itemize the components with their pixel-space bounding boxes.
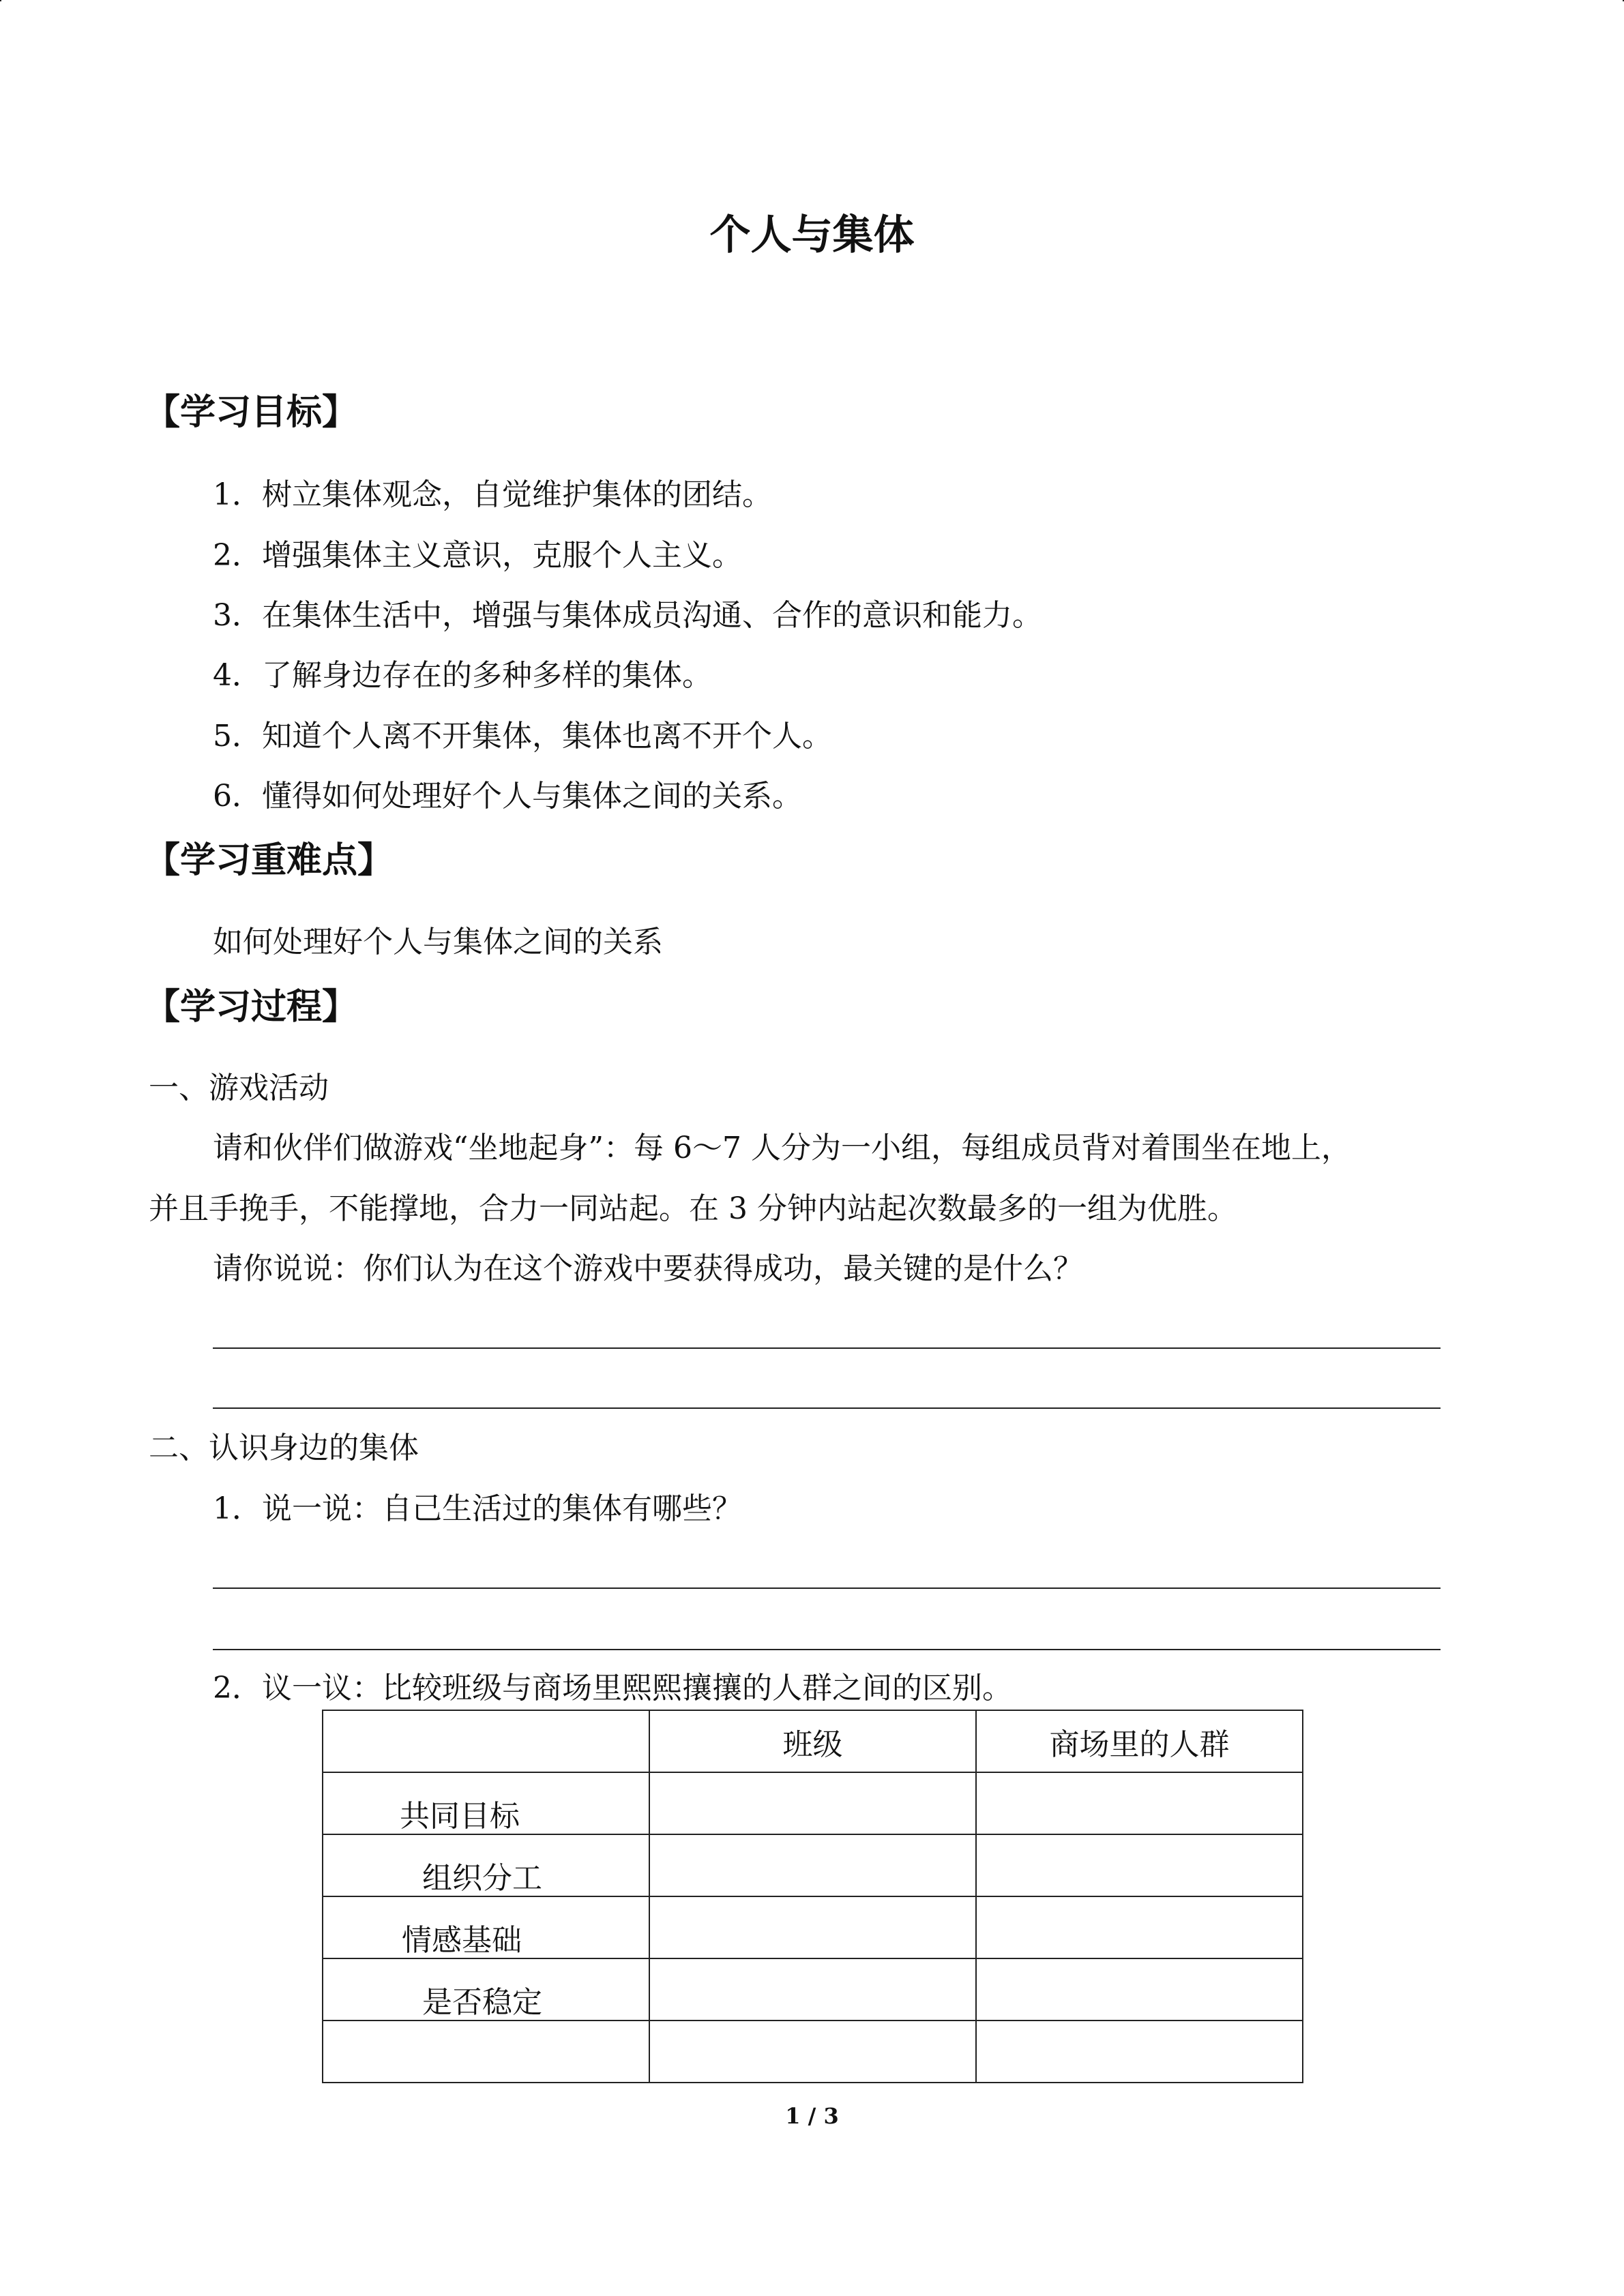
table-cell: [649, 1834, 976, 1896]
goal-item-3: 3．在集体生活中，增强与集体成员沟通、合作的意识和能力。: [213, 598, 1042, 633]
page-corner-mark-left: [0, 0, 1, 1]
table-row-label: 情感基础: [402, 1922, 522, 1958]
page-title: 个人与集体: [709, 211, 915, 259]
answer-line: [213, 1347, 1441, 1349]
answer-line: [213, 1407, 1441, 1409]
part2-question-2: 2．议一议：比较班级与商场里熙熙攘攘的人群之间的区别。: [213, 1671, 1012, 1705]
table-header-cell: 班级: [649, 1710, 976, 1772]
answer-line: [213, 1649, 1441, 1650]
part1-question: 请你说说：你们认为在这个游戏中要获得成功，最关键的是什么？: [213, 1251, 1083, 1286]
table-row-label-cell: [323, 1896, 649, 1958]
table-header-cell: [323, 1710, 649, 1772]
key-points-text: 如何处理好个人与集体之间的关系: [213, 925, 663, 959]
process-heading: 【学习过程】: [145, 986, 358, 1028]
table-cell: [976, 1958, 1303, 2021]
page-indicator: 1 / 3: [785, 2103, 839, 2129]
table-row: [323, 1958, 1303, 2021]
table-row: [323, 1834, 1303, 1896]
table-cell: [976, 2021, 1303, 2083]
table-cell: [649, 1958, 976, 2021]
table-row-label-cell: [323, 1834, 649, 1896]
part1-paragraph-line2: 并且手挽手，不能撑地，合力一同站起。在 3 分钟内站起次数最多的一组为优胜。: [149, 1191, 1237, 1226]
table-cell: [649, 1896, 976, 1958]
goal-item-5: 5．知道个人离不开集体，集体也离不开个人。: [213, 719, 832, 754]
table-cell: [976, 1834, 1303, 1896]
table-row-label-cell: [323, 1772, 649, 1834]
answer-line: [213, 1587, 1441, 1589]
part1-heading: 一、游戏活动: [149, 1071, 329, 1105]
table-row: [323, 1772, 1303, 1834]
comparison-table: [322, 1710, 1303, 2083]
table-header-row: [323, 1710, 1303, 1772]
part1-paragraph-line1: 请和伙伴们做游戏“坐地起身”：每 6～7 人分为一小组，每组成员背对着围坐在地上，: [213, 1131, 1351, 1165]
key-points-heading: 【学习重难点】: [145, 839, 394, 881]
goal-item-4: 4．了解身边存在的多种多样的集体。: [213, 658, 712, 693]
table-header-cell: 商场里的人群: [976, 1710, 1303, 1772]
table-row-label: 组织分工: [422, 1860, 542, 1896]
table-row-label: 是否稳定: [422, 1984, 542, 2020]
table-cell: [976, 1896, 1303, 1958]
table-row-label-cell: [323, 2021, 649, 2083]
part2-question-1: 1．说一说：自己生活过的集体有哪些？: [213, 1491, 742, 1526]
table-cell: [649, 2021, 976, 2083]
goal-item-1: 1．树立集体观念，自觉维护集体的团结。: [213, 477, 772, 512]
table-cell: [649, 1772, 976, 1834]
goals-heading: 【学习目标】: [145, 391, 358, 433]
table-row: [323, 2021, 1303, 2083]
table-cell: [976, 1772, 1303, 1834]
goal-item-2: 2．增强集体主义意识，克服个人主义。: [213, 538, 742, 573]
table-row-label: 共同目标: [400, 1798, 520, 1834]
table-row-label-cell: [323, 1958, 649, 2021]
goal-item-6: 6．懂得如何处理好个人与集体之间的关系。: [213, 779, 802, 814]
table-row: [323, 1896, 1303, 1958]
part2-heading: 二、认识身边的集体: [149, 1431, 419, 1465]
